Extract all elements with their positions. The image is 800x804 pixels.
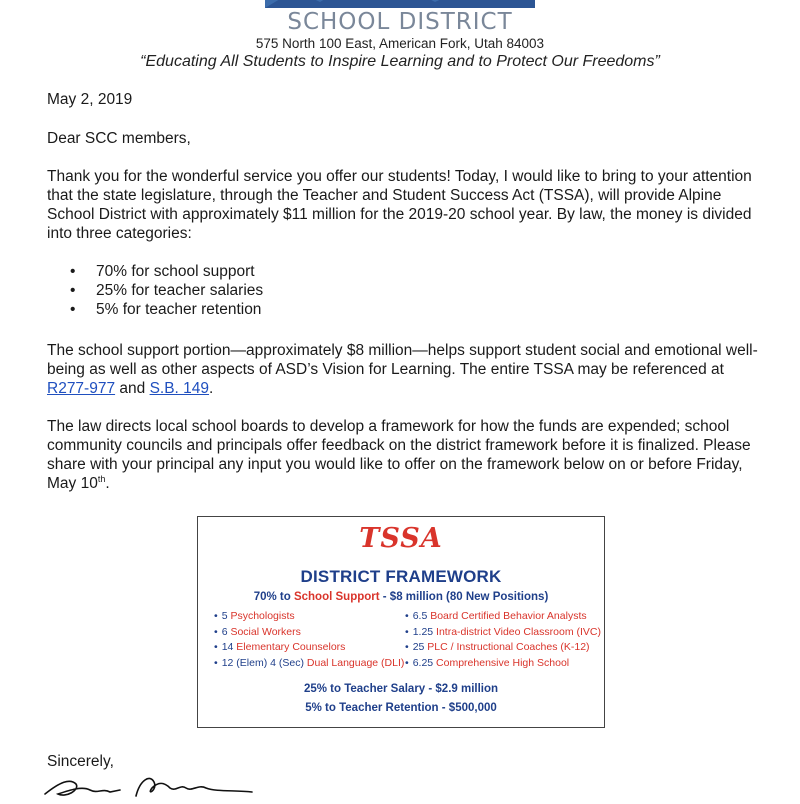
list-item: • 6.25 Comprehensive High School (405, 656, 570, 669)
position-count: 14 (221, 641, 237, 653)
list-item: • 1.25 Intra-district Video Classroom (IVC) (405, 625, 601, 638)
letter-greeting: Dear SCC members, (47, 130, 191, 147)
paragraph-text: and (115, 380, 150, 397)
framework-title: DISTRICT FRAMEWORK (300, 567, 502, 586)
district-motto: “Educating All Students to Inspire Learning and to Protect Our Freedoms” (140, 53, 660, 70)
position-label: Psychologists (230, 610, 295, 622)
position-count: 1.25 (412, 625, 437, 638)
logo-school-district-text: SCHOOL DISTRICT (287, 9, 513, 35)
list-item: • 14 Elementary Counselors (214, 641, 346, 653)
position-label: Board Certified Behavior Analysts (430, 610, 587, 622)
list-item: • 12 (Elem) 4 (Sec) Dual Language (DLI) (214, 656, 405, 669)
tssa-logo: TSSA (359, 523, 443, 554)
paragraph-text: . (105, 475, 110, 492)
position-label: Elementary Counselors (236, 641, 346, 653)
position-label: Social Workers (230, 625, 301, 638)
position-label: Dual Language (DLI) (306, 656, 405, 669)
position-label: Intra-district Video Classroom (IVC) (436, 625, 601, 638)
list-item: • 25% for teacher salaries (70, 281, 263, 300)
position-label: PLC / Instructional Coaches (K-12) (427, 641, 590, 653)
framework-left-list (214, 609, 404, 671)
paragraph-text: The school support portion—approximately $8 million—helps support student social and emotional well-being as well as other aspects of ASD’s Vision for Learning. The entire TSSA may be referenced at (47, 342, 758, 378)
subtitle-highlight: School Support (293, 591, 380, 603)
framework-subtitle (198, 591, 604, 603)
paragraph-text: . (209, 380, 214, 397)
position-count: 6 (221, 625, 231, 638)
list-item: • 6 Social Workers (214, 625, 301, 638)
teacher-retention-line: 5% to Teacher Retention - $500,000 (305, 702, 497, 714)
letter-paragraph-intro: Thank you for the wonderful service you offer our students! Today, I would like to bring to your attention that the state legislature, through the Teacher and Student Success Act (TSSA), will provide Alpine School District with approximately $11 million for the 2019-20 school year. By law, the money is divided into three categories: (47, 168, 752, 242)
position-count: 5 (221, 610, 231, 622)
list-item: • 5 Psychologists (214, 610, 295, 622)
signature (40, 760, 260, 804)
list-item: • 70% for school support (70, 262, 263, 281)
superscript: th (97, 473, 106, 484)
list-item: • 5% for teacher retention (70, 300, 263, 319)
r277-977-link[interactable]: R277-977 (47, 380, 116, 397)
list-item: • 6.5 Board Certified Behavior Analysts (405, 610, 587, 622)
position-count: 6.5 (412, 610, 431, 622)
paragraph-text: The law directs local school boards to develop a framework for how the funds are expended; school community councils and principals offer feedback on the district framework before it is finalized. Please share with your principal any input you would like to offer on the framework below on or before Friday, May 10 (47, 418, 751, 492)
position-label: Comprehensive High School (436, 656, 570, 669)
district-logo (0, 0, 800, 34)
teacher-salary-line: 25% to Teacher Salary - $2.9 million (303, 683, 499, 695)
position-count: 12 (Elem) 4 (Sec) (221, 656, 307, 669)
subtitle-text: - $8 million (80 New Positions) (379, 591, 549, 603)
sb-149-link[interactable]: S.B. 149 (149, 380, 210, 397)
letter-date: May 2, 2019 (47, 91, 133, 108)
position-count: 25 (412, 641, 428, 653)
district-framework-graphic (197, 516, 605, 728)
subtitle-text: 70% to (253, 591, 294, 603)
framework-right-list (405, 609, 601, 671)
letter-paragraph-support (47, 341, 767, 398)
letter-closing: Sincerely, (47, 753, 114, 770)
list-item: • 25 PLC / Instructional Coaches (K-12) (405, 641, 590, 653)
funding-categories-list (70, 262, 263, 319)
district-address: 575 North 100 East, American Fork, Utah 84003 (255, 36, 545, 51)
logo-mountain-banner (265, 0, 535, 8)
position-count: 6.25 (412, 656, 437, 669)
letter-paragraph-framework (47, 417, 767, 493)
